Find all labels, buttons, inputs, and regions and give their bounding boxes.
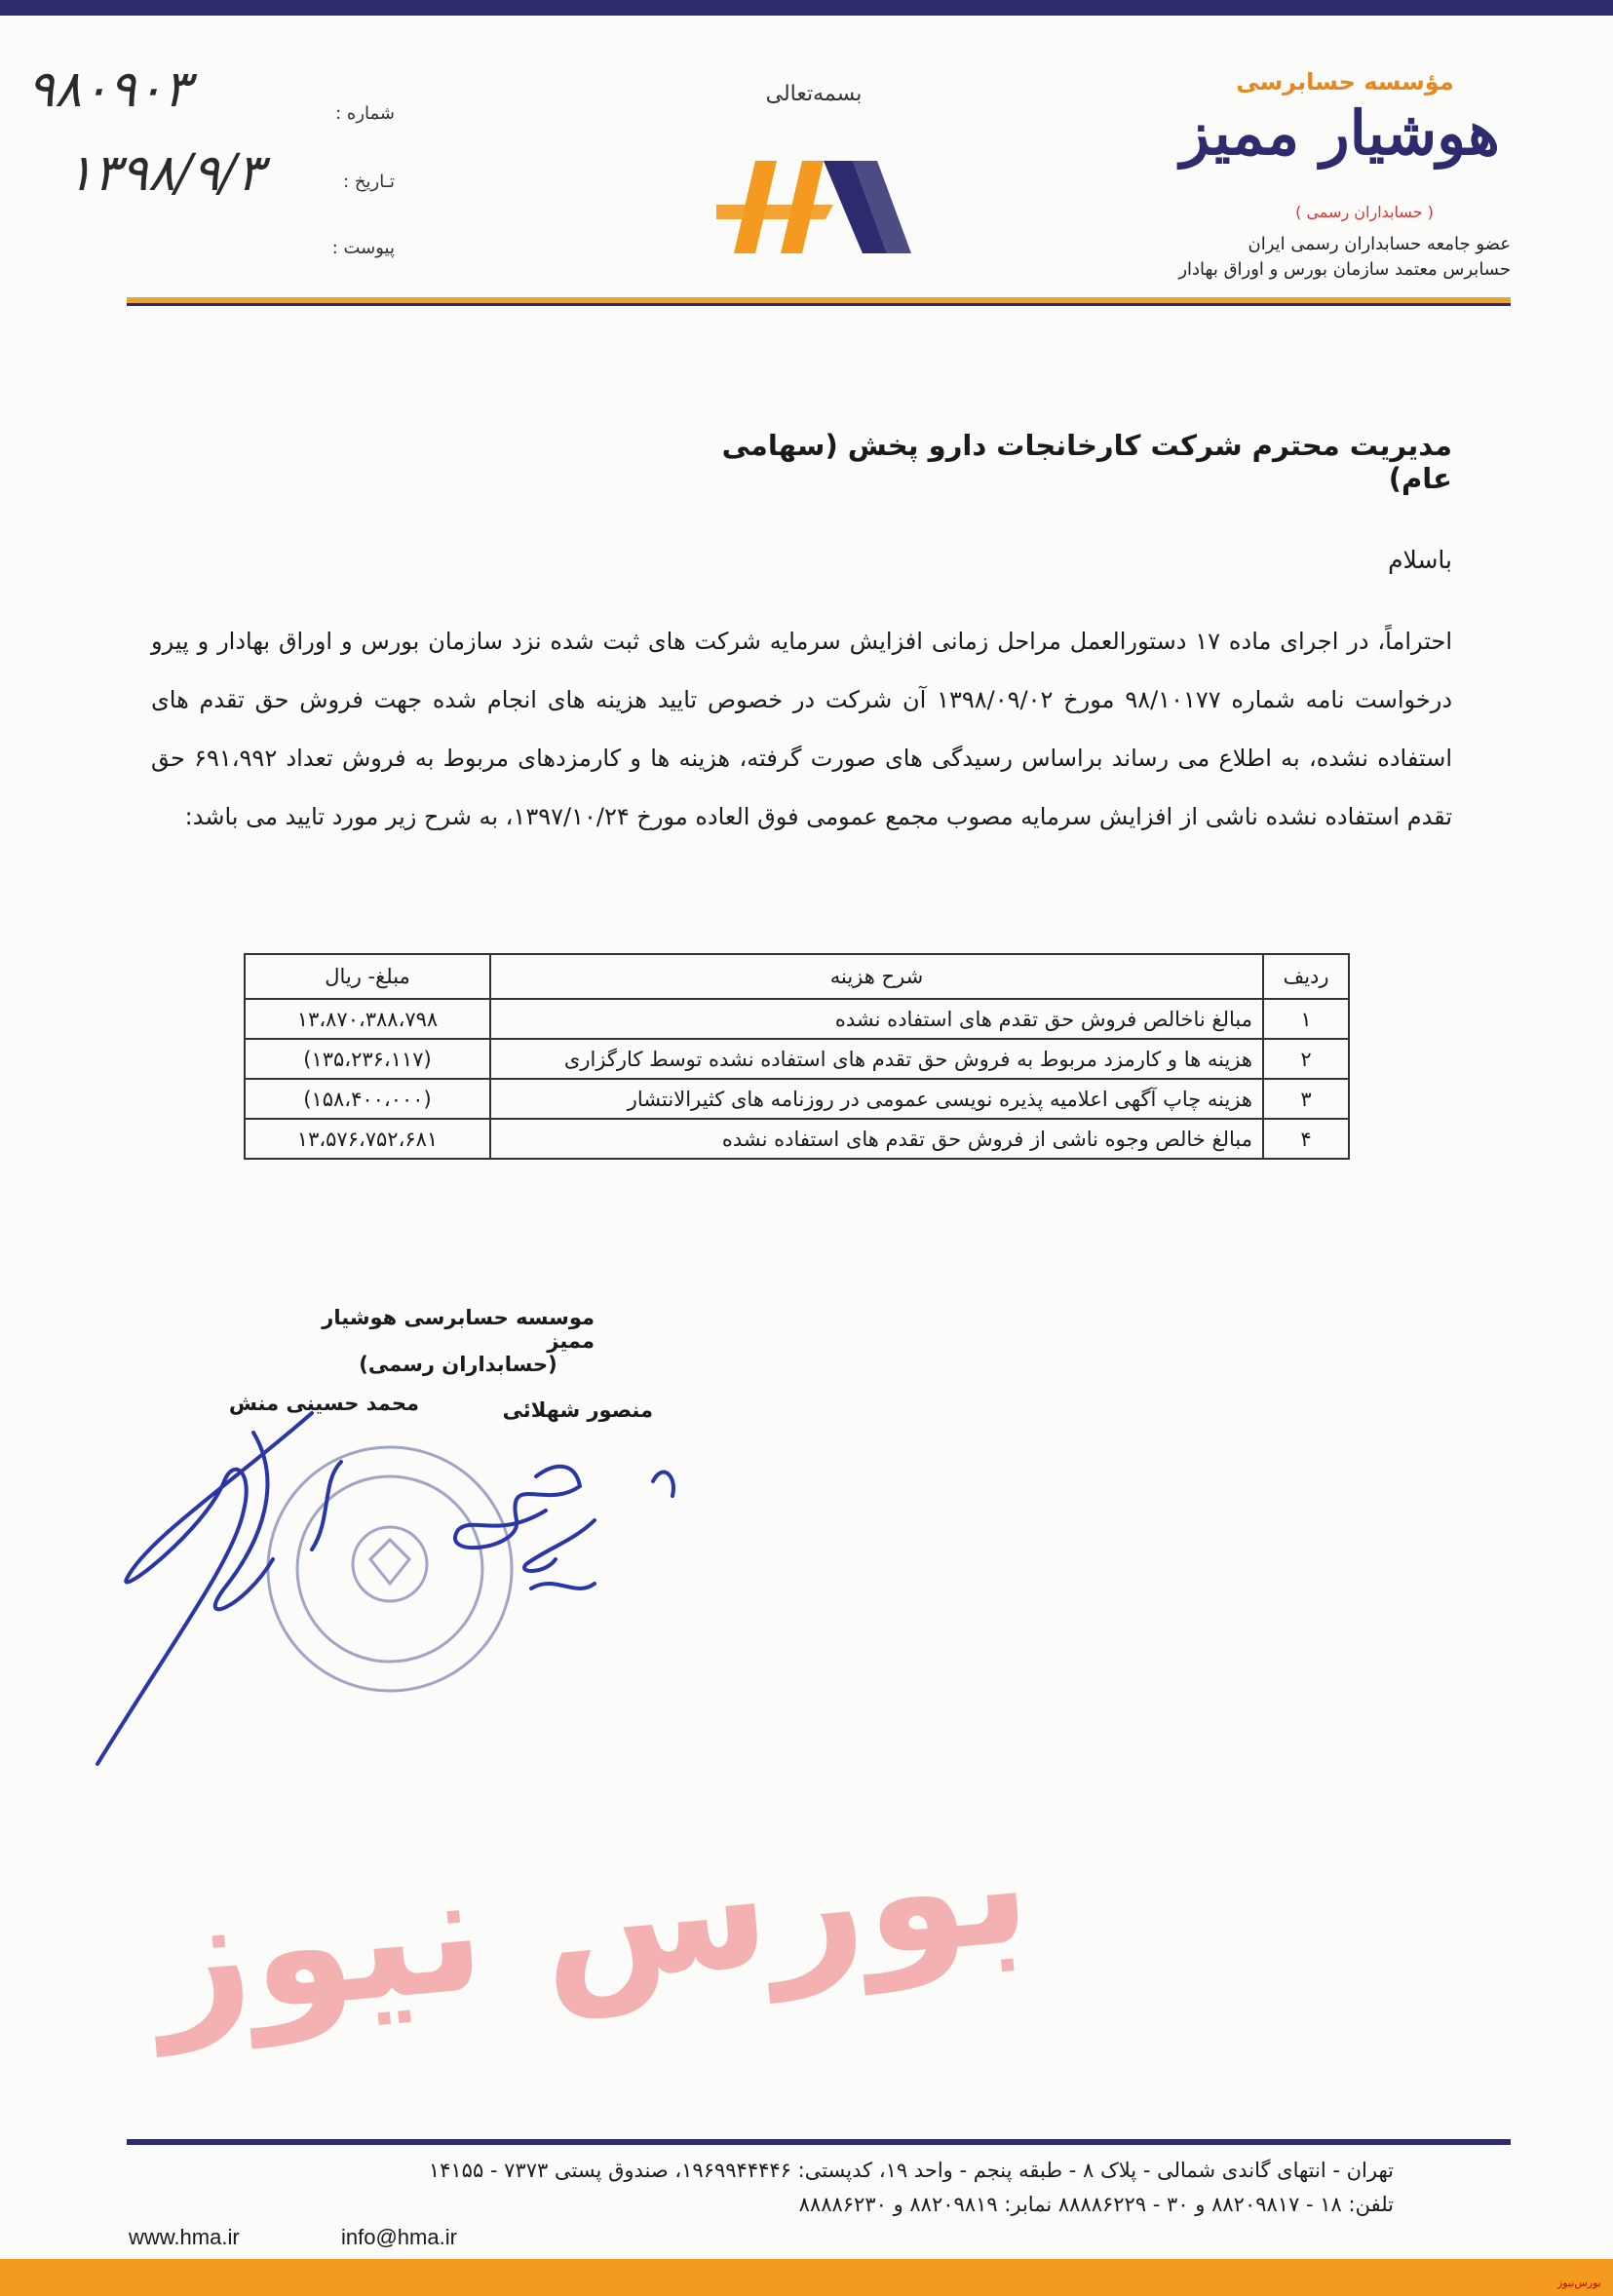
firm-membership: عضو جامعه حسابداران رسمی ایران [1248,234,1511,254]
svg-text:بورس نیوز: بورس نیوز [146,1787,1038,2056]
row-amount: ۱۳،۸۷۰،۳۸۸،۷۹۸ [245,999,490,1039]
watermark-logo-icon [146,1735,1038,2144]
col-header-row: ردیف [1263,954,1349,999]
row-description: مبالغ ناخالص فروش حق تقدم های استفاده نشده [490,999,1263,1039]
company-seal-icon [268,1447,512,1691]
signature-firm-name: موسسه حسابرسی هوشیار ممیز [322,1306,595,1353]
attachment-label: پیوست : [331,238,395,258]
recipient-line: مدیریت محترم شرکت کارخانجات دارو پخش (سهامی عام) [721,429,1452,495]
signature-firm-subtitle: (حسابداران رسمی) [359,1353,557,1376]
row-number: ۴ [1263,1119,1349,1159]
signature-left-icon [97,1413,341,1764]
bismillah: بسمه‌تعالی [765,82,863,106]
footer-address: تهران - انتهای گاندی شمالی - پلاک ۸ - طبقه پنجم - واحد ۱۹، کدپستی: ۱۹۶۹۹۴۴۴۴۶، صندوق پستی ۷۳۷۳ - ۱۴۱۵۵ [428,2159,1394,2182]
handwritten-number: ۹۸۰۹۰۳ [27,60,191,119]
table-row [245,1039,1349,1079]
row-description: مبالغ خالص وجوه ناشی از فروش حق تقدم های استفاده نشده [490,1119,1263,1159]
number-label: شماره : [335,103,395,124]
date-label: تـاریخ : [343,172,395,192]
top-color-band [0,0,1613,16]
bottom-color-band [0,2259,1613,2296]
row-amount: (۱۵۸،۴۰۰،۰۰۰) [245,1079,490,1119]
handwritten-date: ۱۳۹۸/۹/۳ [66,144,264,203]
hm-logo-icon [716,151,921,263]
website-link[interactable]: www.hma.ir [129,2225,240,2249]
row-description: هزینه ها و کارمزد مربوط به فروش حق تقدم های استفاده نشده توسط کارگزاری [490,1039,1263,1079]
corner-source-tag: بورس‌نیوز [1557,2277,1601,2289]
header-divider-navy [127,303,1511,306]
salutation: باسلام [1388,546,1452,574]
firm-accreditation: حسابرس معتمد سازمان بورس و اوراق بهادار [1178,259,1511,280]
letter-paragraph: احتراماً، در اجرای ماده ۱۷ دستورالعمل مراحل زمانی افزایش سرمایه شرکت های ثبت شده نزد سازمان بورس و اوراق بهادار و پیرو درخواست نامه شماره ۹۸/۱۰۱۷۷ مورخ ۱۳۹۸/۰۹/۰۲ آن شرکت در خصوص تایید هزینه های انجام شده جهت فروش حق تقدم های استفاده نشده، به اطلاع می رساند براساس رسیدگی های صورت گرفته، هزینه ها و کارمزدهای مربوط به فروش تعداد ۶۹۱،۹۹۲ حق تقدم استفاده نشده ناشی از افزایش سرمایه مصوب مجمع عمومی فوق العاده مورخ ۱۳۹۷/۱۰/۲۴، به شرح زیر مورد تایید می باشد: [151,628,1453,830]
table-row [245,999,1349,1039]
signature-right-icon [455,1467,673,1588]
cost-table [244,953,1350,1160]
row-number: ۳ [1263,1079,1349,1119]
row-description: هزینه چاپ آگهی اعلامیه پذیره نویسی عمومی در روزنامه های کثیرالانتشار [490,1079,1263,1119]
row-amount: (۱۳۵،۲۳۶،۱۱۷) [245,1039,490,1079]
row-number: ۱ [1263,999,1349,1039]
col-header-amount: مبلغ- ریال [245,954,490,999]
firm-subtitle: ( حسابداران رسمی ) [1295,203,1434,221]
signatory-name-2: محمد حسینی منش [228,1392,419,1415]
footer-divider [127,2139,1511,2145]
row-number: ۲ [1263,1039,1349,1079]
firm-top-title: مؤسسه حسابرسی [1236,68,1454,96]
table-row [245,1079,1349,1119]
col-header-description: شرح هزینه [490,954,1263,999]
table-row [245,1119,1349,1159]
email-link[interactable]: info@hma.ir [341,2225,457,2249]
row-amount: ۱۳،۵۷۶،۷۵۲،۶۸۱ [245,1119,490,1159]
footer-phones: تلفن: ۱۸ - ۸۸۲۰۹۸۱۷ و ۳۰ - ۸۸۸۸۶۲۲۹ نمابر: ۸۸۲۰۹۸۱۹ و ۸۸۸۸۶۲۳۰ [798,2193,1394,2216]
table-header-row [245,954,1349,999]
firm-name-logo: هوشیار ممیز [1180,97,1500,169]
signatory-name-1: منصور شهلائی [502,1398,653,1422]
